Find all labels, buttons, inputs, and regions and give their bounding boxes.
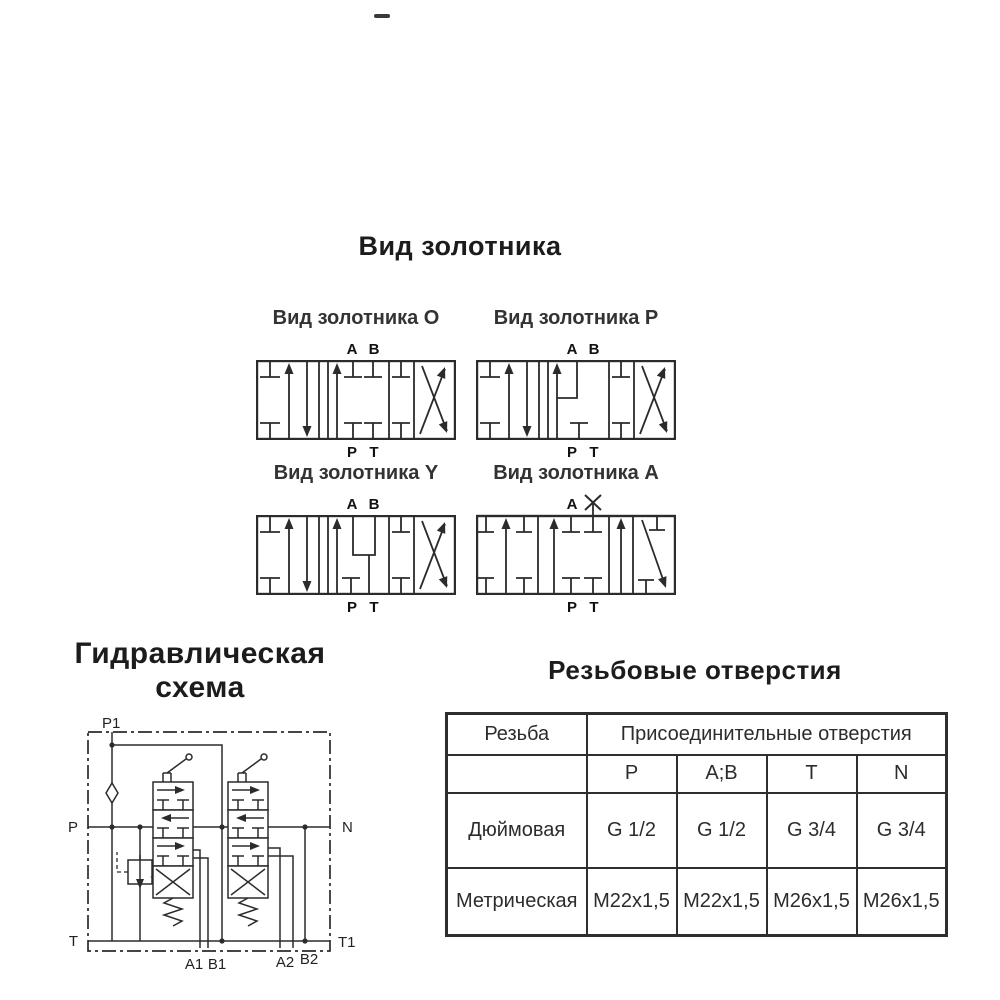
cell-value: M22x1,5 [677, 868, 767, 936]
schematic-port-p: P [67, 819, 78, 836]
row-label: Метрическая [447, 868, 587, 936]
port-label-a: A [346, 496, 358, 513]
valve-figure-Y [250, 460, 462, 628]
cell-value: M26x1,5 [857, 868, 947, 936]
valve-stack-1 [153, 754, 208, 948]
valve-symbol-O [256, 360, 456, 440]
port-label-a: A [346, 341, 358, 358]
schematic-port-a1: A1 [184, 956, 204, 973]
valve-figure-P [470, 305, 682, 473]
lever-icon [238, 754, 267, 782]
hydraulic-title-line2: схема [155, 671, 245, 704]
port-label-t: T [369, 444, 379, 461]
row-label: Дюймовая [447, 793, 587, 868]
table-row-inch [447, 793, 947, 868]
cell-value: G 1/2 [587, 793, 677, 868]
schematic-port-p1: P1 [102, 715, 121, 732]
valve-caption-O: Вид золотника O [272, 307, 440, 329]
top-dash-mark [374, 14, 390, 18]
valve-caption-Y: Вид золотника Y [273, 462, 439, 484]
spring-icon [239, 898, 257, 926]
schematic-port-a2: A2 [275, 954, 295, 971]
port-label-a: A [566, 496, 578, 513]
table-row-metric [447, 868, 947, 936]
port-label-p: P [566, 599, 577, 616]
cell-value: G 3/4 [767, 793, 857, 868]
thread-table-title: Резьбовые отверстия [548, 655, 842, 685]
port-header-n: N [857, 755, 947, 793]
port-label-b: B [368, 496, 380, 513]
valve-figure-A [470, 460, 682, 628]
port-label-p: P [346, 444, 357, 461]
port-label-t: T [589, 599, 599, 616]
lever-icon [163, 754, 192, 782]
port-label-t: T [589, 444, 599, 461]
port-label-p: P [346, 599, 357, 616]
cell-value: G 1/2 [677, 793, 767, 868]
port-label-b: B [368, 341, 380, 358]
schematic-port-t: T [68, 933, 78, 950]
hydraulic-schematic [60, 702, 360, 992]
valve-symbol-Y [256, 515, 456, 595]
thread-table [445, 712, 948, 937]
port-label-t: T [369, 599, 379, 616]
port-label-p: P [566, 444, 577, 461]
cell-value: M22x1,5 [587, 868, 677, 936]
valve-symbol-A [476, 493, 676, 595]
spool-section-title: Вид золотника [358, 231, 562, 261]
plugged-port-b-mark [584, 495, 602, 532]
schematic-port-b2: B2 [299, 951, 319, 968]
port-label-a: A [566, 341, 578, 358]
schematic-port-t1: T1 [338, 934, 356, 951]
port-header-t: T [767, 755, 857, 793]
hydraulic-title-line1: Гидравлическая [74, 637, 326, 670]
valve-stack-2 [228, 754, 268, 926]
thread-col-header: Резьба [447, 714, 587, 755]
spring-icon [164, 898, 182, 926]
port-header-p: P [587, 755, 677, 793]
valve-figure-O [250, 305, 462, 473]
schematic-port-n: N [342, 819, 353, 836]
valve-symbol-P [476, 360, 676, 440]
cell-value: G 3/4 [857, 793, 947, 868]
cell-value: M26x1,5 [767, 868, 857, 936]
hydraulic-section-title [30, 637, 370, 705]
port-header-ab: A;B [677, 755, 767, 793]
table-row-header1 [447, 714, 947, 755]
valve-caption-A: Вид золотника A [493, 462, 659, 484]
thread-col-empty-cell [447, 755, 587, 793]
schematic-port-b1: B1 [207, 956, 227, 973]
valve-caption-P: Вид золотника P [493, 307, 659, 329]
table-row-header2 [447, 755, 947, 793]
check-valve-icon [106, 783, 118, 803]
span-header-cell: Присоединительные отверстия [587, 714, 947, 755]
port-label-b: B [588, 341, 600, 358]
